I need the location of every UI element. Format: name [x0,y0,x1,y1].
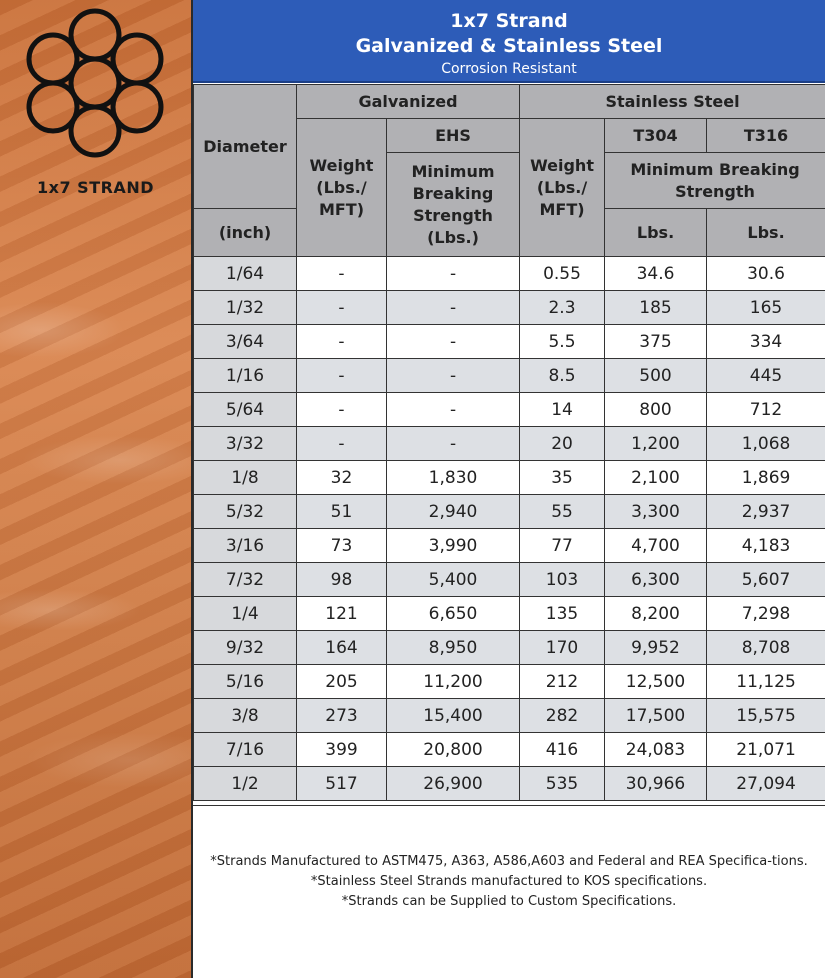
ehs-strength-cell: 6,650 [387,597,520,631]
t304-strength-cell: 2,100 [605,461,707,495]
galvanized-header: Galvanized [297,85,520,119]
t316-strength-cell: 5,607 [707,563,825,597]
ehs-strength-cell: 1,830 [387,461,520,495]
t316-strength-cell: 445 [707,359,825,393]
stainless-weight-header: Weight (Lbs./ MFT) [520,119,605,257]
seven-strand-cross-section-icon [20,4,170,162]
diameter-cell: 1/4 [194,597,297,631]
ehs-strength-cell: 15,400 [387,699,520,733]
footnote-kos: *Stainless Steel Strands manufactured to KOS specifications. [310,874,708,889]
ehs-strength-cell: - [387,427,520,461]
table-row [194,393,825,427]
t304-lbs-header: Lbs. [605,209,707,257]
table-row [194,427,825,461]
t304-strength-cell: 34.6 [605,257,707,291]
stainless-weight-cell: 55 [520,495,605,529]
t316-strength-cell: 21,071 [707,733,825,767]
stainless-weight-cell: 77 [520,529,605,563]
t316-strength-cell: 27,094 [707,767,825,801]
diameter-cell: 1/16 [194,359,297,393]
diameter-cell: 1/8 [194,461,297,495]
stainless-weight-cell: 535 [520,767,605,801]
footnote-astm: *Strands Manufactured to ASTM475, A363, A586,A603 and Federal and REA Specifica-tions. [210,854,808,869]
t316-strength-cell: 15,575 [707,699,825,733]
banner-subtitle-material: Galvanized & Stainless Steel [355,35,663,57]
banner-title: 1x7 Strand [450,10,568,32]
galvanized-weight-cell: 73 [297,529,387,563]
table-row [194,597,825,631]
t316-strength-cell: 165 [707,291,825,325]
t316-lbs-header: Lbs. [707,209,825,257]
stainless-weight-cell: 2.3 [520,291,605,325]
galvanized-weight-cell: - [297,291,387,325]
ehs-strength-cell: 8,950 [387,631,520,665]
stainless-weight-cell: 170 [520,631,605,665]
t316-strength-cell: 30.6 [707,257,825,291]
t316-strength-cell: 2,937 [707,495,825,529]
strand-type-label: 1x7 STRAND [37,178,154,197]
stainless-weight-cell: 5.5 [520,325,605,359]
stainless-weight-cell: 0.55 [520,257,605,291]
t304-strength-cell: 17,500 [605,699,707,733]
galvanized-weight-cell: - [297,359,387,393]
diameter-cell: 1/32 [194,291,297,325]
spec-table-body [194,257,825,801]
stainless-weight-cell: 212 [520,665,605,699]
galvanized-weight-cell: 98 [297,563,387,597]
table-row [194,665,825,699]
t316-strength-cell: 1,068 [707,427,825,461]
stainless-weight-cell: 35 [520,461,605,495]
t304-strength-cell: 4,700 [605,529,707,563]
ehs-header: EHS [387,119,520,153]
galvanized-weight-cell: - [297,427,387,461]
galvanized-weight-cell: - [297,393,387,427]
ehs-strength-cell: - [387,359,520,393]
stainless-min-breaking-header: Minimum Breaking Strength [605,153,825,209]
galvanized-weight-cell: 51 [297,495,387,529]
diameter-cell: 1/2 [194,767,297,801]
t316-strength-cell: 7,298 [707,597,825,631]
stainless-weight-cell: 103 [520,563,605,597]
ehs-strength-cell: 3,990 [387,529,520,563]
diameter-cell: 3/64 [194,325,297,359]
table-row [194,767,825,801]
ehs-strength-cell: 26,900 [387,767,520,801]
galvanized-weight-header: Weight (Lbs./ MFT) [297,119,387,257]
ehs-min-breaking-header: Minimum Breaking Strength (Lbs.) [387,153,520,257]
diameter-header: Diameter [194,85,297,209]
footnotes [193,805,825,978]
table-row [194,495,825,529]
t304-strength-cell: 185 [605,291,707,325]
galvanized-weight-cell: 121 [297,597,387,631]
diameter-cell: 3/32 [194,427,297,461]
t316-strength-cell: 1,869 [707,461,825,495]
table-row [194,699,825,733]
t304-strength-cell: 8,200 [605,597,707,631]
t304-strength-cell: 12,500 [605,665,707,699]
t304-strength-cell: 375 [605,325,707,359]
diameter-cell: 3/8 [194,699,297,733]
strand-spec-table [193,84,825,801]
t316-header: T316 [707,119,825,153]
stainless-header: Stainless Steel [520,85,825,119]
diameter-cell: 5/64 [194,393,297,427]
ehs-strength-cell: - [387,291,520,325]
galvanized-weight-cell: 399 [297,733,387,767]
t304-strength-cell: 1,200 [605,427,707,461]
table-row [194,461,825,495]
footnote-custom: *Strands can be Supplied to Custom Specifications. [341,894,677,909]
table-row [194,631,825,665]
t304-strength-cell: 500 [605,359,707,393]
table-row [194,325,825,359]
diameter-cell: 7/32 [194,563,297,597]
diameter-cell: 1/64 [194,257,297,291]
galvanized-weight-cell: 273 [297,699,387,733]
title-banner [193,0,825,83]
banner-tagline: Corrosion Resistant [441,61,577,77]
table-row [194,529,825,563]
diameter-cell: 7/16 [194,733,297,767]
t304-strength-cell: 3,300 [605,495,707,529]
t316-strength-cell: 4,183 [707,529,825,563]
t304-strength-cell: 9,952 [605,631,707,665]
t316-strength-cell: 712 [707,393,825,427]
galvanized-weight-cell: 517 [297,767,387,801]
t316-strength-cell: 334 [707,325,825,359]
ehs-strength-cell: - [387,325,520,359]
galvanized-weight-cell: - [297,257,387,291]
copper-sidebar [0,0,191,978]
diameter-cell: 5/16 [194,665,297,699]
galvanized-weight-cell: 32 [297,461,387,495]
diameter-cell: 9/32 [194,631,297,665]
stainless-weight-cell: 14 [520,393,605,427]
t304-header: T304 [605,119,707,153]
stainless-weight-cell: 135 [520,597,605,631]
table-row [194,291,825,325]
t304-strength-cell: 6,300 [605,563,707,597]
table-row [194,257,825,291]
ehs-strength-cell: - [387,393,520,427]
galvanized-weight-cell: 164 [297,631,387,665]
diameter-cell: 3/16 [194,529,297,563]
diameter-cell: 5/32 [194,495,297,529]
table-row [194,359,825,393]
table-row [194,733,825,767]
ehs-strength-cell: 11,200 [387,665,520,699]
ehs-strength-cell: 2,940 [387,495,520,529]
stainless-weight-cell: 8.5 [520,359,605,393]
t304-strength-cell: 800 [605,393,707,427]
galvanized-weight-cell: 205 [297,665,387,699]
stainless-weight-cell: 416 [520,733,605,767]
t304-strength-cell: 30,966 [605,767,707,801]
stainless-weight-cell: 282 [520,699,605,733]
t316-strength-cell: 11,125 [707,665,825,699]
t316-strength-cell: 8,708 [707,631,825,665]
stainless-weight-cell: 20 [520,427,605,461]
inch-unit-header: (inch) [194,209,297,257]
table-row [194,563,825,597]
ehs-strength-cell: 5,400 [387,563,520,597]
galvanized-weight-cell: - [297,325,387,359]
ehs-strength-cell: 20,800 [387,733,520,767]
ehs-strength-cell: - [387,257,520,291]
t304-strength-cell: 24,083 [605,733,707,767]
